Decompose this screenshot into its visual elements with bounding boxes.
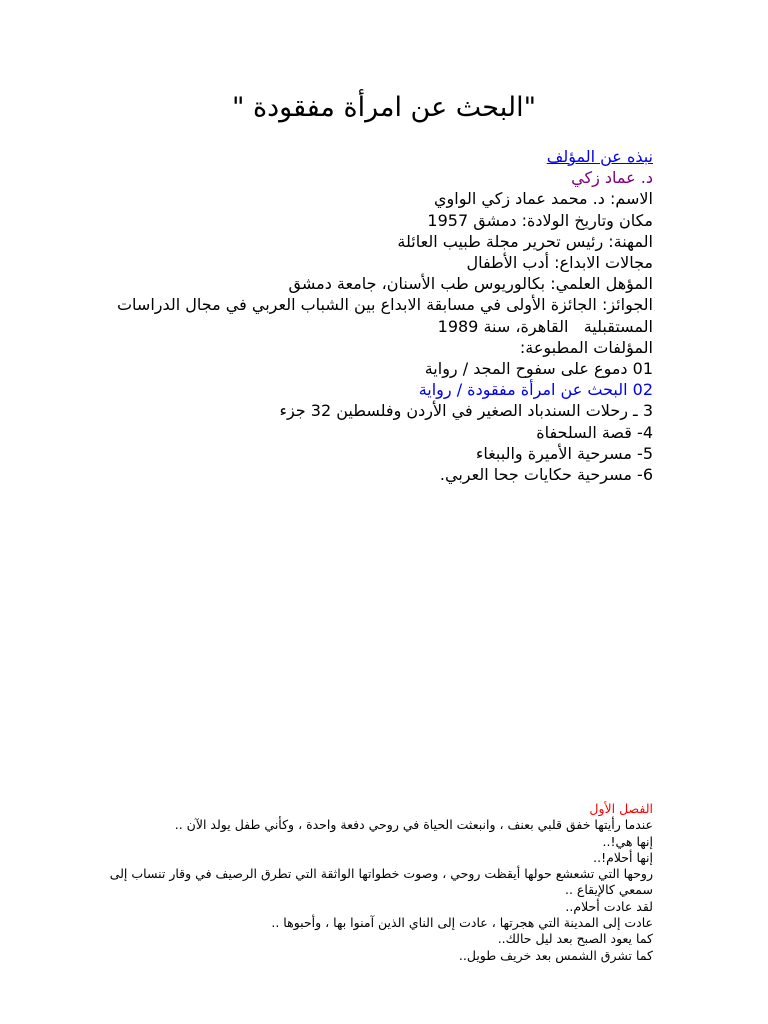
- about-author-link[interactable]: نبذه عن المؤلف: [546, 147, 653, 166]
- chapter-paragraph: عندما رأيتها خفق قلبي بعنف ، وانبعثت الحياة في روحي دفعة واحدة ، وكأني طفل يولد الآن ..: [174, 817, 653, 833]
- chapter-paragraph: إنها هي!..: [602, 833, 653, 849]
- work-item: 01 دموع على سفوح المجد / رواية: [424, 359, 653, 379]
- chapter-paragraph: لقد عادت أحلام..: [565, 898, 653, 914]
- bio-name-line: الاسم: د. محمد عماد زكي الواوي: [434, 189, 653, 209]
- chapter-paragraph: إنها أحلام!..: [593, 849, 653, 865]
- works-list: [93, 358, 653, 485]
- chapter-paragraph: كما تشرق الشمس بعد خريف طويل..: [458, 947, 653, 963]
- chapter-section: [108, 801, 653, 964]
- work-item-link[interactable]: 02 البحث عن امرأة مفقودة / رواية: [418, 380, 653, 400]
- author-name: د. عماد زكي: [571, 168, 653, 188]
- page-title: "البحث عن امرأة مفقودة ": [231, 92, 537, 123]
- bio-birth-line: مكان وتاريخ الولادة: دمشق 1957: [427, 210, 653, 230]
- chapter-paragraph: عادت إلى المدينة التي هجرتها ، عادت إلى الناي الذين آمنوا بها ، وأحبوها ..: [271, 915, 653, 931]
- work-item: 5- مسرحية الأميرة والببغاء: [475, 443, 653, 463]
- chapter-paragraph: كما يعود الصبح بعد ليل حالك..: [497, 931, 653, 947]
- bio-works-heading: المؤلفات المطبوعة:: [519, 337, 653, 357]
- work-item: 4- قصة السلحفاة: [536, 422, 653, 442]
- bio-awards-line: الجوائز: الجائزة الأولى في مسابقة الابداع بين الشباب العربي في مجال الدراسات المستقبلية القاهرة، سنة 1989: [111, 295, 653, 336]
- bio-qualification-line: المؤهل العلمي: بكالوريوس طب الأسنان، جامعة دمشق: [288, 274, 653, 294]
- chapter-paragraph: روحها التي تشعشع حولها أيقظت روحي ، وصوت خطواتها الواثقة التي تطرق الرصيف في وقار تنساب إلى سمعي كالإيقاع ..: [109, 866, 653, 898]
- work-item: 6- مسرحية حكايات جحا العربي.: [439, 465, 653, 485]
- chapter-title: الفصل الأول: [589, 801, 653, 816]
- bio-profession-line: المهنة: رئيس تحرير مجلة طبيب العائلة: [397, 231, 653, 251]
- work-item: 3 ـ رحلات السندباد الصغير في الأردن وفلسطين 32 جزء: [279, 401, 653, 421]
- bio-fields-line: مجالات الابداع: أدب الأطفال: [466, 253, 653, 273]
- author-bio-section: [93, 146, 653, 485]
